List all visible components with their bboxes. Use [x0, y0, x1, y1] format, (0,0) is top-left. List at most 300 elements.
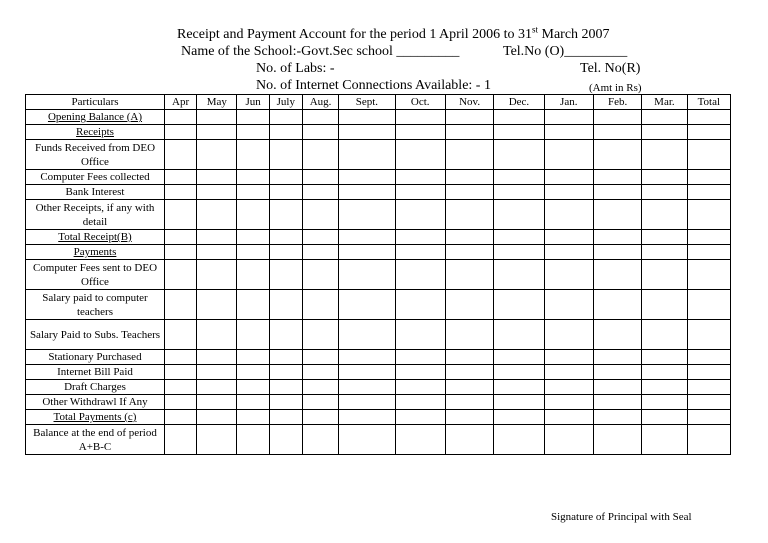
empty-cell: [237, 290, 269, 320]
table-row: [26, 170, 731, 185]
row-label: [26, 245, 165, 260]
row-label: [26, 320, 165, 350]
column-header: Jan.: [544, 95, 593, 110]
empty-cell: [544, 410, 593, 425]
empty-cell: [269, 170, 302, 185]
empty-cell: [302, 350, 338, 365]
empty-cell: [339, 245, 395, 260]
empty-cell: [544, 380, 593, 395]
empty-cell: [642, 110, 687, 125]
empty-cell: [197, 365, 237, 380]
empty-cell: [302, 380, 338, 395]
empty-cell: [269, 425, 302, 455]
empty-cell: [687, 380, 730, 395]
empty-cell: [164, 290, 196, 320]
table-row: [26, 365, 731, 380]
empty-cell: [544, 170, 593, 185]
column-header: Total: [687, 95, 730, 110]
empty-cell: [302, 395, 338, 410]
row-label: [26, 410, 165, 425]
empty-cell: [164, 110, 196, 125]
table-row: [26, 320, 731, 350]
row-label-text: Total Receipt(B): [58, 231, 132, 243]
tel-office: Tel.No (O)_________: [503, 44, 628, 59]
empty-cell: [164, 260, 196, 290]
empty-cell: [197, 395, 237, 410]
row-label: [26, 365, 165, 380]
empty-cell: [494, 125, 544, 140]
internet-connections-line: No. of Internet Connections Available: - 1: [256, 78, 491, 93]
empty-cell: [164, 350, 196, 365]
row-label-text: Internet Bill Paid: [57, 366, 133, 378]
row-label-text: Other Receipts, if any with detail: [35, 201, 155, 228]
receipt-payment-table: [25, 94, 731, 455]
table-row: [26, 290, 731, 320]
empty-cell: [445, 290, 493, 320]
empty-cell: [237, 110, 269, 125]
empty-cell: [197, 350, 237, 365]
tel-residence: Tel. No(R): [580, 61, 641, 76]
empty-cell: [269, 410, 302, 425]
row-label-text: Payments: [73, 246, 117, 258]
row-label-text: Computer Fees sent to DEO Office: [32, 261, 158, 288]
empty-cell: [395, 425, 445, 455]
empty-cell: [593, 110, 641, 125]
table-row: [26, 425, 731, 455]
empty-cell: [237, 365, 269, 380]
empty-cell: [642, 230, 687, 245]
empty-cell: [237, 125, 269, 140]
row-label: [26, 395, 165, 410]
empty-cell: [269, 230, 302, 245]
empty-cell: [642, 320, 687, 350]
row-label-text: Bank Interest: [65, 186, 125, 198]
empty-cell: [302, 320, 338, 350]
row-label: [26, 425, 165, 455]
table-row: [26, 230, 731, 245]
empty-cell: [302, 200, 338, 230]
empty-cell: [237, 200, 269, 230]
column-header: Apr: [164, 95, 196, 110]
table-row: [26, 395, 731, 410]
row-label: [26, 170, 165, 185]
row-label-text: Salary Paid to Subs. Teachers: [29, 328, 161, 341]
empty-cell: [687, 410, 730, 425]
empty-cell: [593, 395, 641, 410]
table-row: [26, 125, 731, 140]
table-row: [26, 410, 731, 425]
empty-cell: [544, 110, 593, 125]
row-label: [26, 140, 165, 170]
empty-cell: [339, 395, 395, 410]
empty-cell: [544, 185, 593, 200]
empty-cell: [164, 200, 196, 230]
empty-cell: [302, 170, 338, 185]
signature-label: Signature of Principal with Seal: [551, 511, 692, 523]
empty-cell: [395, 185, 445, 200]
empty-cell: [237, 410, 269, 425]
table-row: [26, 380, 731, 395]
empty-cell: [494, 290, 544, 320]
row-label-text: Balance at the end of period A+B-C: [33, 426, 157, 453]
empty-cell: [302, 365, 338, 380]
empty-cell: [269, 395, 302, 410]
empty-cell: [237, 245, 269, 260]
empty-cell: [302, 185, 338, 200]
table-row: [26, 260, 731, 290]
empty-cell: [395, 230, 445, 245]
empty-cell: [445, 125, 493, 140]
empty-cell: [395, 170, 445, 185]
empty-cell: [197, 140, 237, 170]
empty-cell: [395, 410, 445, 425]
empty-cell: [164, 425, 196, 455]
empty-cell: [164, 395, 196, 410]
empty-cell: [339, 230, 395, 245]
empty-cell: [339, 125, 395, 140]
empty-cell: [339, 110, 395, 125]
empty-cell: [445, 230, 493, 245]
column-header: Nov.: [445, 95, 493, 110]
empty-cell: [395, 245, 445, 260]
empty-cell: [642, 365, 687, 380]
empty-cell: [593, 185, 641, 200]
empty-cell: [339, 365, 395, 380]
empty-cell: [339, 200, 395, 230]
empty-cell: [544, 260, 593, 290]
empty-cell: [237, 260, 269, 290]
title-text: Receipt and Payment Account for the period 1 April 2006 to 31: [177, 27, 532, 42]
empty-cell: [395, 365, 445, 380]
empty-cell: [339, 140, 395, 170]
empty-cell: [593, 260, 641, 290]
empty-cell: [642, 290, 687, 320]
empty-cell: [593, 200, 641, 230]
empty-cell: [237, 380, 269, 395]
empty-cell: [687, 230, 730, 245]
table-row: [26, 350, 731, 365]
empty-cell: [197, 230, 237, 245]
empty-cell: [593, 245, 641, 260]
empty-cell: [642, 395, 687, 410]
empty-cell: [302, 260, 338, 290]
empty-cell: [339, 425, 395, 455]
row-label-text: Total Payments (c): [53, 411, 137, 423]
empty-cell: [302, 245, 338, 260]
empty-cell: [544, 125, 593, 140]
empty-cell: [494, 170, 544, 185]
empty-cell: [302, 140, 338, 170]
column-header: Jun: [237, 95, 269, 110]
empty-cell: [197, 320, 237, 350]
empty-cell: [269, 320, 302, 350]
empty-cell: [237, 170, 269, 185]
empty-cell: [237, 320, 269, 350]
empty-cell: [445, 200, 493, 230]
row-label: [26, 200, 165, 230]
empty-cell: [494, 410, 544, 425]
column-header: Aug.: [302, 95, 338, 110]
column-header: July: [269, 95, 302, 110]
table-row: [26, 185, 731, 200]
empty-cell: [197, 185, 237, 200]
empty-cell: [164, 170, 196, 185]
empty-cell: [687, 350, 730, 365]
empty-cell: [164, 125, 196, 140]
empty-cell: [237, 230, 269, 245]
empty-cell: [197, 425, 237, 455]
empty-cell: [445, 245, 493, 260]
empty-cell: [494, 350, 544, 365]
empty-cell: [687, 395, 730, 410]
empty-cell: [395, 125, 445, 140]
empty-cell: [302, 290, 338, 320]
row-label-text: Stationary Purchased: [48, 351, 142, 363]
empty-cell: [642, 125, 687, 140]
empty-cell: [494, 140, 544, 170]
empty-cell: [339, 380, 395, 395]
empty-cell: [642, 410, 687, 425]
empty-cell: [237, 395, 269, 410]
column-header: Mar.: [642, 95, 687, 110]
column-header: Sept.: [339, 95, 395, 110]
table-row: [26, 140, 731, 170]
column-header: Dec.: [494, 95, 544, 110]
empty-cell: [339, 170, 395, 185]
empty-cell: [302, 410, 338, 425]
empty-cell: [494, 245, 544, 260]
empty-cell: [445, 260, 493, 290]
column-header: Particulars: [26, 95, 165, 110]
empty-cell: [269, 380, 302, 395]
empty-cell: [687, 140, 730, 170]
empty-cell: [197, 170, 237, 185]
empty-cell: [544, 365, 593, 380]
empty-cell: [237, 425, 269, 455]
empty-cell: [642, 425, 687, 455]
empty-cell: [164, 380, 196, 395]
empty-cell: [593, 170, 641, 185]
empty-cell: [339, 410, 395, 425]
school-name-line: Name of the School:-Govt.Sec school _________: [181, 44, 460, 59]
empty-cell: [593, 365, 641, 380]
table-body: [26, 110, 731, 455]
empty-cell: [642, 140, 687, 170]
row-label: [26, 125, 165, 140]
empty-cell: [544, 290, 593, 320]
empty-cell: [395, 395, 445, 410]
empty-cell: [445, 425, 493, 455]
page-title: [177, 24, 610, 43]
empty-cell: [642, 170, 687, 185]
empty-cell: [445, 365, 493, 380]
empty-cell: [164, 140, 196, 170]
empty-cell: [395, 290, 445, 320]
empty-cell: [687, 320, 730, 350]
row-label-text: Opening Balance (A): [47, 111, 143, 123]
empty-cell: [395, 110, 445, 125]
empty-cell: [544, 320, 593, 350]
empty-cell: [339, 350, 395, 365]
table-row: [26, 200, 731, 230]
column-header: Oct.: [395, 95, 445, 110]
row-label: [26, 110, 165, 125]
empty-cell: [687, 125, 730, 140]
empty-cell: [445, 410, 493, 425]
row-label-text: Other Withdrawl If Any: [42, 396, 148, 408]
empty-cell: [642, 260, 687, 290]
empty-cell: [544, 395, 593, 410]
labs-line: No. of Labs: -: [256, 61, 335, 76]
empty-cell: [269, 365, 302, 380]
empty-cell: [544, 425, 593, 455]
row-label-text: Funds Received from DEO Office: [34, 141, 156, 168]
row-label: [26, 260, 165, 290]
empty-cell: [642, 245, 687, 260]
empty-cell: [395, 260, 445, 290]
title-superscript: st: [531, 24, 538, 35]
empty-cell: [302, 110, 338, 125]
empty-cell: [687, 185, 730, 200]
empty-cell: [642, 380, 687, 395]
empty-cell: [593, 230, 641, 245]
empty-cell: [237, 185, 269, 200]
empty-cell: [445, 140, 493, 170]
empty-cell: [395, 380, 445, 395]
empty-cell: [494, 110, 544, 125]
empty-cell: [302, 125, 338, 140]
empty-cell: [395, 350, 445, 365]
empty-cell: [269, 260, 302, 290]
empty-cell: [269, 245, 302, 260]
row-label-text: Receipts: [76, 126, 114, 138]
empty-cell: [494, 185, 544, 200]
empty-cell: [445, 350, 493, 365]
empty-cell: [687, 170, 730, 185]
column-header: Feb.: [593, 95, 641, 110]
empty-cell: [197, 380, 237, 395]
empty-cell: [269, 200, 302, 230]
empty-cell: [339, 290, 395, 320]
empty-cell: [339, 320, 395, 350]
empty-cell: [197, 260, 237, 290]
empty-cell: [164, 185, 196, 200]
empty-cell: [445, 320, 493, 350]
empty-cell: [164, 230, 196, 245]
empty-cell: [164, 320, 196, 350]
empty-cell: [269, 185, 302, 200]
column-header: May: [197, 95, 237, 110]
row-label-text: Draft Charges: [64, 381, 126, 393]
row-label: [26, 380, 165, 395]
table-header-row: [26, 95, 731, 110]
empty-cell: [197, 200, 237, 230]
empty-cell: [687, 425, 730, 455]
empty-cell: [687, 245, 730, 260]
empty-cell: [197, 290, 237, 320]
empty-cell: [593, 425, 641, 455]
empty-cell: [642, 200, 687, 230]
empty-cell: [237, 140, 269, 170]
empty-cell: [269, 110, 302, 125]
empty-cell: [395, 200, 445, 230]
table-row: [26, 110, 731, 125]
amount-note: (Amt in Rs): [589, 82, 642, 94]
row-label: [26, 185, 165, 200]
empty-cell: [445, 395, 493, 410]
empty-cell: [494, 365, 544, 380]
empty-cell: [687, 365, 730, 380]
empty-cell: [593, 140, 641, 170]
empty-cell: [164, 410, 196, 425]
empty-cell: [197, 110, 237, 125]
empty-cell: [339, 185, 395, 200]
title-end: March 2007: [538, 27, 610, 42]
empty-cell: [395, 320, 445, 350]
table-row: [26, 245, 731, 260]
empty-cell: [197, 245, 237, 260]
empty-cell: [269, 290, 302, 320]
empty-cell: [494, 380, 544, 395]
empty-cell: [494, 395, 544, 410]
row-label: [26, 230, 165, 245]
empty-cell: [269, 140, 302, 170]
empty-cell: [642, 185, 687, 200]
empty-cell: [269, 125, 302, 140]
empty-cell: [593, 125, 641, 140]
empty-cell: [544, 140, 593, 170]
empty-cell: [269, 350, 302, 365]
empty-cell: [593, 350, 641, 365]
empty-cell: [642, 350, 687, 365]
row-label: [26, 290, 165, 320]
row-label-text: Computer Fees collected: [40, 171, 150, 183]
empty-cell: [494, 200, 544, 230]
empty-cell: [197, 410, 237, 425]
empty-cell: [593, 410, 641, 425]
empty-cell: [302, 425, 338, 455]
empty-cell: [164, 245, 196, 260]
empty-cell: [593, 320, 641, 350]
empty-cell: [197, 125, 237, 140]
empty-cell: [445, 380, 493, 395]
empty-cell: [494, 320, 544, 350]
empty-cell: [687, 260, 730, 290]
empty-cell: [164, 365, 196, 380]
empty-cell: [237, 350, 269, 365]
empty-cell: [593, 380, 641, 395]
empty-cell: [302, 230, 338, 245]
empty-cell: [445, 185, 493, 200]
empty-cell: [544, 200, 593, 230]
empty-cell: [687, 290, 730, 320]
empty-cell: [687, 110, 730, 125]
row-label-text: Salary paid to computer teachers: [42, 291, 148, 318]
empty-cell: [544, 230, 593, 245]
empty-cell: [593, 290, 641, 320]
empty-cell: [395, 140, 445, 170]
empty-cell: [339, 260, 395, 290]
empty-cell: [445, 170, 493, 185]
empty-cell: [544, 245, 593, 260]
empty-cell: [494, 230, 544, 245]
empty-cell: [687, 200, 730, 230]
empty-cell: [494, 260, 544, 290]
empty-cell: [544, 350, 593, 365]
empty-cell: [445, 110, 493, 125]
row-label: [26, 350, 165, 365]
empty-cell: [494, 425, 544, 455]
